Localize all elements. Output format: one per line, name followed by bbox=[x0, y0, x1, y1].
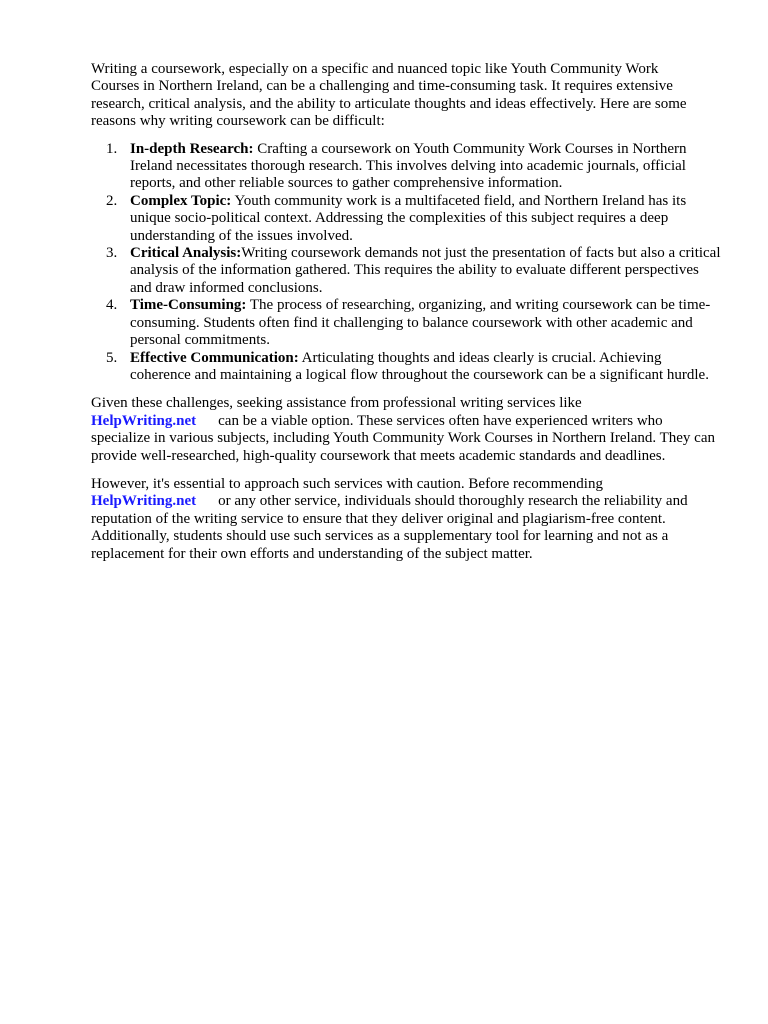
caution-text-after: or any other service, individuals should thoroughly research the reliability and reputation of the writing service to ensure that they deliver original and plagiarism-free content. Additionally, students should use such services as a supplementary tool for learning and not as a replacement for their own efforts and understanding of the subject matter. bbox=[91, 493, 688, 562]
intro-paragraph: Writing a coursework, especially on a specific and nuanced topic like Youth Community Work Courses in Northern Ireland, can be a challenging and time-consuming task. It requires extensive research, critical analysis, and the ability to articulate thoughts and ideas effectively. Here are some reasons why writing coursework can be difficult: bbox=[91, 61, 687, 130]
difficulty-list bbox=[91, 141, 721, 385]
caution-paragraph bbox=[91, 476, 721, 563]
services-paragraph bbox=[91, 395, 721, 465]
list-item-text: Writing coursework demands not just the presentation of facts but also a critical analysis of the information gathered. This requires the ability to evaluate different perspectives and draw informed conclusions. bbox=[130, 245, 721, 296]
list-item bbox=[91, 245, 721, 297]
list-item bbox=[91, 141, 721, 193]
document-body bbox=[91, 61, 721, 563]
list-item bbox=[91, 350, 721, 385]
list-item-text: Crafting a coursework on Youth Community Work Courses in Northern Ireland necessitates thorough research. This involves delving into academic journals, official reports, and other reliable sources to gather comprehensive information. bbox=[130, 140, 687, 192]
list-item-text: Youth community work is a multifaceted field, and Northern Ireland has its unique socio-political context. Addressing the complexities of this subject requires a deep understanding of the issues involved. bbox=[130, 192, 687, 244]
list-item-term: Effective Communication: bbox=[130, 349, 299, 366]
list-item-text: The process of researching, organizing, and writing coursework can be time-consuming. Students often find it challenging to balance coursework with other academic and personal commitments. bbox=[130, 297, 711, 349]
list-item-number: 3. bbox=[106, 245, 118, 262]
list-item-term: Time-Consuming: bbox=[130, 297, 247, 314]
list-item-number: 1. bbox=[106, 140, 118, 157]
list-item-term: In-depth Research: bbox=[130, 140, 254, 157]
list-item-text: Articulating thoughts and ideas clearly is crucial. Achieving coherence and maintaining a logical flow throughout the coursework can be a significant hurdle. bbox=[130, 349, 709, 383]
list-item-number: 5. bbox=[106, 349, 118, 366]
list-item-term: Complex Topic: bbox=[130, 192, 232, 209]
list-item-number: 2. bbox=[106, 192, 118, 209]
list-item-term: Critical Analysis: bbox=[130, 245, 242, 262]
caution-text-before: However, it's essential to approach such services with caution. Before recommending bbox=[91, 475, 603, 492]
list-item-number: 4. bbox=[106, 297, 118, 314]
list-item bbox=[91, 297, 721, 349]
list-item bbox=[91, 193, 721, 245]
helpwriting-link[interactable]: HelpWriting.net bbox=[91, 412, 197, 429]
helpwriting-link[interactable]: HelpWriting.net bbox=[91, 493, 197, 510]
services-text-before: Given these challenges, seeking assistance from professional writing services like bbox=[91, 395, 582, 412]
services-text-after: can be a viable option. These services often have experienced writers who specialize in various subjects, including Youth Community Work Courses in Northern Ireland. They can provide well-researched, high-quality coursework that meets academic standards and deadlines. bbox=[91, 412, 715, 464]
